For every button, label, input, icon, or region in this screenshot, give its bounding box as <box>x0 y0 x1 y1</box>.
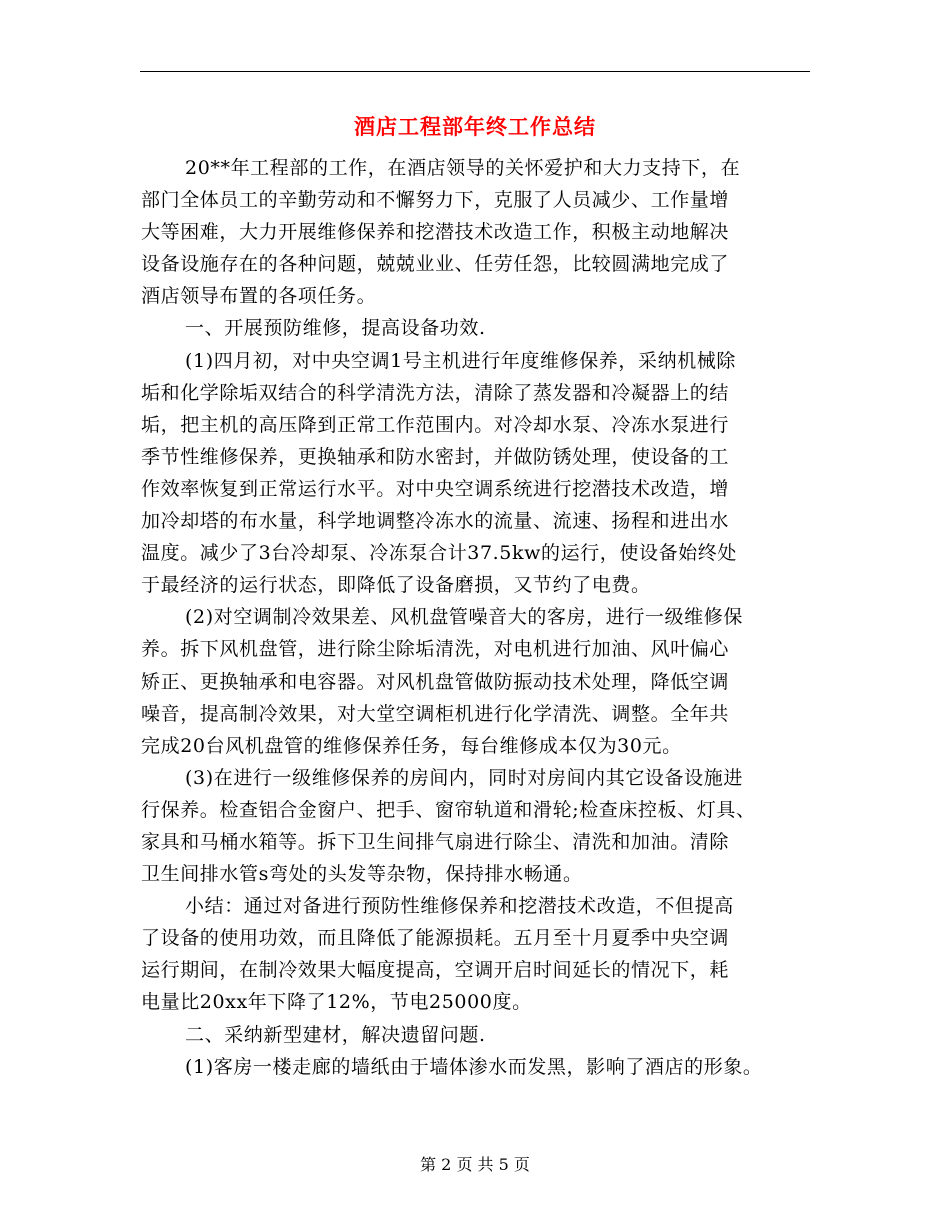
text-line: (2)对空调制冷效果差、风机盘管噪音大的客房，进行一级维修保 <box>185 606 743 629</box>
section-heading: 一、开展预防维修，提高设备功效. <box>185 317 486 340</box>
document-body <box>141 152 821 1083</box>
text-line: 部门全体员工的辛勤劳动和不懈努力下，克服了人员减少、工作量增 <box>141 189 730 212</box>
text-line: 于最经济的运行状态，即降低了设备磨损，又节约了电费。 <box>141 574 651 597</box>
text-line: 设备设施存在的各种问题，兢兢业业、任劳任怨，比较圆满地完成了 <box>141 253 730 276</box>
text-line: 小结：通过对备进行预防性维修保养和挖潜技术改造，不但提高 <box>185 895 734 918</box>
text-line: 加冷却塔的布水量，科学地调整冷冻水的流量、流速、扬程和进出水 <box>141 510 730 533</box>
text-line: 家具和马桶水箱等。拆下卫生间排气扇进行除尘、清洗和加油。清除 <box>141 830 730 853</box>
text-line: 垢和化学除垢双结合的科学清洗方法，清除了蒸发器和冷凝器上的结 <box>141 381 730 404</box>
text-line: 养。拆下风机盘管，进行除尘除垢清洗，对电机进行加油、风叶偏心 <box>141 638 730 661</box>
text-line: 卫生间排水管s弯处的头发等杂物，保持排水畅通。 <box>141 863 583 886</box>
text-line: 作效率恢复到正常运行水平。对中央空调系统进行挖潜技术改造，增 <box>141 477 730 500</box>
text-line: 噪音，提高制冷效果，对大堂空调柜机进行化学清洗、调整。全年共 <box>141 702 730 725</box>
document-title: 酒店工程部年终工作总结 <box>354 114 596 139</box>
text-line: 温度。减少了3台冷却泵、冷冻泵合计37.5kw的运行，使设备始终处 <box>141 542 737 565</box>
text-line: (1)四月初，对中央空调1号主机进行年度维修保养，采纳机械除 <box>185 349 737 372</box>
text-line: 行保养。检查铝合金窗户、把手、窗帘轨道和滑轮;检查床控板、灯具、 <box>141 798 756 821</box>
text-line: (3)在进行一级维修保养的房间内，同时对房间内其它设备设施进 <box>185 766 743 789</box>
header-rule <box>140 71 810 72</box>
text-line: 矫正、更换轴承和电容器。对风机盘管做防振动技术处理，降低空调 <box>141 670 730 693</box>
text-line: 20**年工程部的工作，在酒店领导的关怀爱护和大力支持下，在 <box>185 157 741 179</box>
text-line: 垢，把主机的高压降到正常工作范围内。对冷却水泵、冷冻水泵进行 <box>141 413 730 436</box>
section-heading: 二、采纳新型建材，解决遗留问题. <box>185 1023 486 1046</box>
text-line: 完成20台风机盘管的维修保养任务，每台维修成本仅为30元。 <box>141 734 682 757</box>
text-line: 了设备的使用功效，而且降低了能源损耗。五月至十月夏季中央空调 <box>141 927 730 950</box>
text-line: 大等困难，大力开展维修保养和挖潜技术改造工作，积极主动地解决 <box>141 221 730 244</box>
text-line: 运行期间，在制冷效果大幅度提高，空调开启时间延长的情况下，耗 <box>141 959 730 982</box>
text-line: 季节性维修保养，更换轴承和防水密封，并做防锈处理，使设备的工 <box>141 445 730 468</box>
text-line: (1)客房一楼走廊的墙纸由于墙体渗水而发黑，影响了酒店的形象。 <box>185 1055 763 1078</box>
text-line: 酒店领导布置的各项任务。 <box>141 285 377 308</box>
text-line: 电量比20xx年下降了12%，节电25000度。 <box>141 991 532 1014</box>
page-number-footer: 第 2 页 共 5 页 <box>420 1155 530 1174</box>
